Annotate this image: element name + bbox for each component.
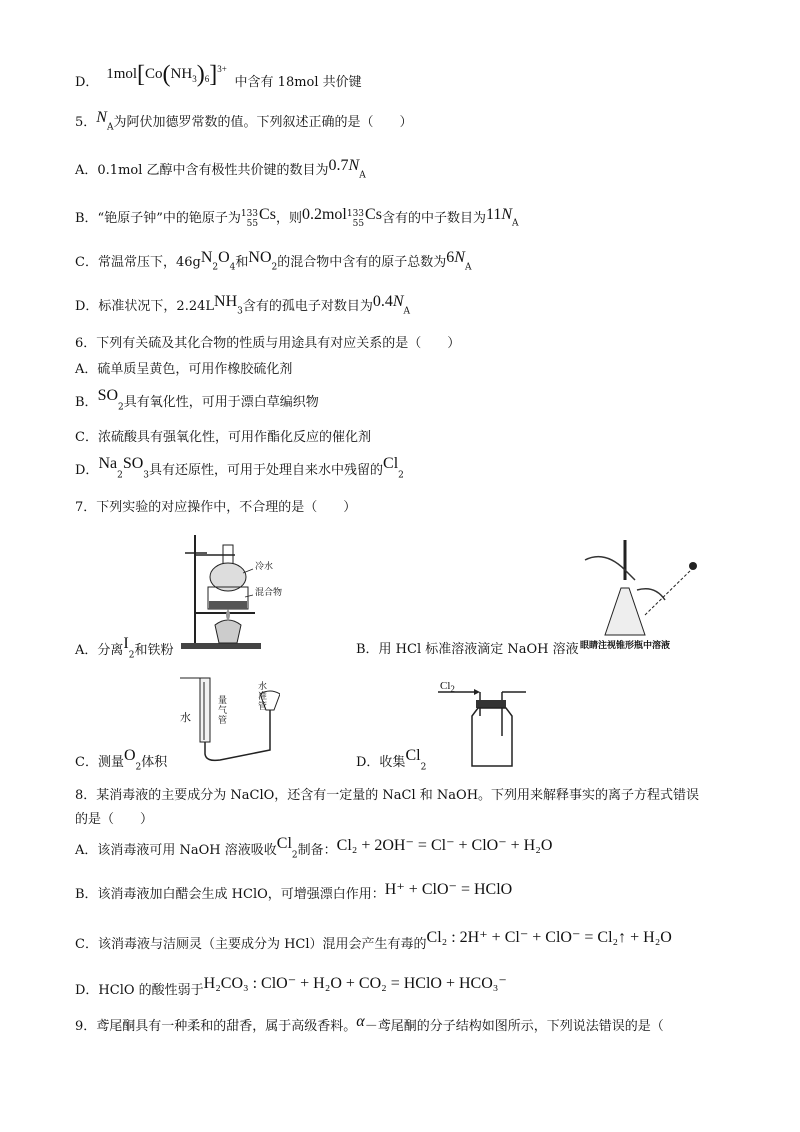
sub: 2 <box>450 684 455 695</box>
mass-number: 133 <box>240 208 259 219</box>
sub: A <box>464 262 472 273</box>
mass-number: 133 <box>346 208 365 219</box>
q5-option-b <box>75 208 519 229</box>
sub: A <box>403 306 411 317</box>
sub: 2 <box>117 470 123 481</box>
alcohol-lamp <box>215 620 241 643</box>
sub: 3 <box>143 470 150 481</box>
option-text: B．该消毒液加白醋会生成 HClO，可增强漂白作用： <box>75 887 385 902</box>
sub: 2 <box>291 850 298 861</box>
formula-amount: 1mol <box>106 66 138 82</box>
formula: O <box>218 249 230 266</box>
sub: 2 <box>420 762 427 773</box>
question-text: 为阿伏加德罗常数的值。下列叙述正确的是（ ） <box>113 115 413 130</box>
avogadro-symbol: N <box>348 157 360 174</box>
avogadro-symbol: N <box>96 109 107 126</box>
atomic-number: 55 <box>352 218 365 229</box>
formula: N <box>200 249 213 266</box>
q6-option-c: C．浓硫酸具有强氧化性，可用作酯化反应的催化剂 <box>75 430 371 445</box>
other-hand <box>637 589 665 600</box>
q9-stem <box>75 1013 664 1037</box>
label-cold-water: 冷水 <box>255 562 274 572</box>
question-text: 9．鸢尾酮具有一种柔和的甜香，属于高级香料。 <box>75 1019 357 1034</box>
atomic-number: 55 <box>246 218 259 229</box>
titration-caption: 眼睛注视锥形瓶中溶液 <box>580 641 671 651</box>
formula: NH <box>214 293 238 310</box>
sub: 4 <box>229 262 236 273</box>
option-text: C．测量 <box>75 755 124 770</box>
option-label: D． <box>75 463 99 478</box>
option-text: B．“铯原子钟”中的铯原子为 <box>75 211 241 226</box>
q7-option-a <box>75 635 174 661</box>
flame <box>226 609 230 621</box>
option-text: A．0.1mol 乙醇中含有极性共价键的数目为 <box>75 163 329 178</box>
leader-line <box>245 595 253 597</box>
hand <box>585 557 635 580</box>
sub: A <box>106 122 114 133</box>
sub: 2 <box>398 470 404 481</box>
label-water: 水 <box>180 711 191 724</box>
q7-stem: 7．下列实验的对应操作中，不合理的是（ ） <box>75 500 357 515</box>
question-number: 5． <box>75 115 97 130</box>
label-leveling-tube: 水准管 <box>258 682 268 712</box>
formula: NO <box>248 249 272 266</box>
arrow-icon <box>474 689 480 695</box>
value: 0.7 <box>328 157 349 174</box>
formula: SO <box>122 455 144 472</box>
avogadro-symbol: N <box>392 293 404 310</box>
option-text: 含有的孤电子对数目为 <box>242 299 373 314</box>
q8-option-b <box>75 881 513 905</box>
option-text: 中含有 18mol 共价键 <box>234 75 362 90</box>
sight-line <box>645 568 693 615</box>
stopper <box>476 700 506 708</box>
eye-icon <box>689 562 697 570</box>
formula: O <box>123 747 136 764</box>
option-text: D．HClO 的酸性弱于 <box>75 983 204 998</box>
option-text: 含有的中子数目为 <box>381 211 486 226</box>
option-text: ，则 <box>275 211 302 226</box>
option-text: 和铁粉 <box>134 643 174 658</box>
sub: 2 <box>212 262 219 273</box>
q6-option-b <box>75 387 319 413</box>
sub: 2 <box>271 262 278 273</box>
rubber-tube <box>205 722 270 760</box>
amount: 0.2mol <box>301 206 347 223</box>
element: Cs <box>259 206 276 223</box>
ionic-equation: Cl₂ + 2OH⁻ = Cl⁻ + ClO⁻ + H₂O <box>336 837 553 854</box>
option-text: C．常温常压下，46g <box>75 255 201 270</box>
titration-figure <box>575 540 705 650</box>
q7-option-b: B．用 HCl 标准溶液滴定 NaOH 溶液 <box>356 642 579 657</box>
sub: 2 <box>135 762 142 773</box>
option-text: 具有氧化性，可用于漂白草编织物 <box>123 395 319 410</box>
value: 11 <box>485 206 502 223</box>
q8-option-c <box>75 929 672 955</box>
gas-collection-figure <box>430 680 540 770</box>
q7-option-c <box>75 747 168 773</box>
sub: 6 <box>204 74 210 84</box>
avogadro-symbol: N <box>501 206 513 223</box>
option-text: D．收集 <box>356 755 406 770</box>
option-text: 体积 <box>141 755 168 770</box>
q6-stem: 6．下列有关硫及其化合物的性质与用途具有对应关系的是（ ） <box>75 336 461 351</box>
option-text: 制备： <box>297 843 337 858</box>
option-text: A．该消毒液可用 NaOH 溶液吸收 <box>75 843 277 858</box>
option-text: 和 <box>235 255 249 270</box>
formula: I <box>123 635 129 652</box>
q5-stem <box>75 109 413 133</box>
question-text: －鸢尾酮的分子结构如图所示，下列说法错误的是（ <box>364 1019 664 1034</box>
q8-stem-line1: 8．某消毒液的主要成分为 NaClO，还含有一定量的 NaCl 和 NaOH。下列用来解释事实的离子方程式错误 <box>75 788 700 803</box>
q6-option-a: A．硫单质呈黄色，可用作橡胶硫化剂 <box>75 362 293 377</box>
option-text: D．标准状况下，2.24L <box>75 299 215 314</box>
q8-option-d <box>75 975 507 1001</box>
label-mixture: 混合物 <box>255 588 283 598</box>
formula-co: Co <box>145 66 163 82</box>
formula: Na <box>98 455 118 472</box>
ionic-equation: H⁺ + ClO⁻ = HClO <box>384 881 513 898</box>
option-label: D． <box>75 75 99 90</box>
label-text: Cl <box>440 680 451 692</box>
charge: 3+ <box>217 64 227 74</box>
sub: 3 <box>192 74 197 84</box>
q8-option-a <box>75 835 553 861</box>
formula: Cl <box>383 455 399 472</box>
q6-option-d <box>75 455 404 481</box>
sub: A <box>359 170 366 181</box>
gas-burette <box>200 678 210 742</box>
value: 6 <box>446 249 455 266</box>
q8-stem-line2: 的是（ ） <box>75 812 154 827</box>
q7-option-d <box>356 747 427 773</box>
option-text: A．分离 <box>75 643 124 658</box>
q5-option-d <box>75 293 411 317</box>
gas-bottle <box>472 708 512 766</box>
sub: 2 <box>118 402 124 413</box>
conical-flask <box>605 588 645 635</box>
option-text: 的混合物中含有的原子总数为 <box>277 255 447 270</box>
option-text: 具有还原性，可用于处理自来水中残留的 <box>149 463 384 478</box>
ionic-equation: Cl₂ : 2H⁺ + Cl⁻ + ClO⁻ = Cl₂↑ + H₂O <box>426 929 672 946</box>
option-label: B． <box>75 395 98 410</box>
formula: Cl <box>276 835 292 852</box>
sub: 2 <box>128 650 135 661</box>
alpha-symbol: α <box>356 1013 365 1030</box>
option-text: C．该消毒液与洁厕灵（主要成分为 HCl）混用会产生有毒的 <box>75 937 427 952</box>
mixture <box>209 601 247 609</box>
formula: Cl <box>405 747 421 764</box>
sub: A <box>512 218 519 229</box>
q4-option-d: D． $1mol[Co(NH_3)_6]^{3+}$ 中含有 18mol 共价键 <box>75 61 362 90</box>
label-cl2 <box>440 680 455 695</box>
avogadro-symbol: N <box>454 249 465 266</box>
formula-nh: NH <box>170 66 193 82</box>
q5-option-a <box>75 157 366 181</box>
value: 0.4 <box>372 293 393 310</box>
sub: 3 <box>237 306 243 317</box>
ionic-equation: H₂CO₃ : ClO⁻ + H₂O + CO₂ = HClO + HCO₃⁻ <box>203 975 507 992</box>
label-gas-burette: 量气管 <box>218 696 228 726</box>
stand-base <box>181 643 261 649</box>
element: Cs <box>365 206 382 223</box>
formula: SO <box>97 387 119 404</box>
q5-option-c <box>75 249 472 273</box>
